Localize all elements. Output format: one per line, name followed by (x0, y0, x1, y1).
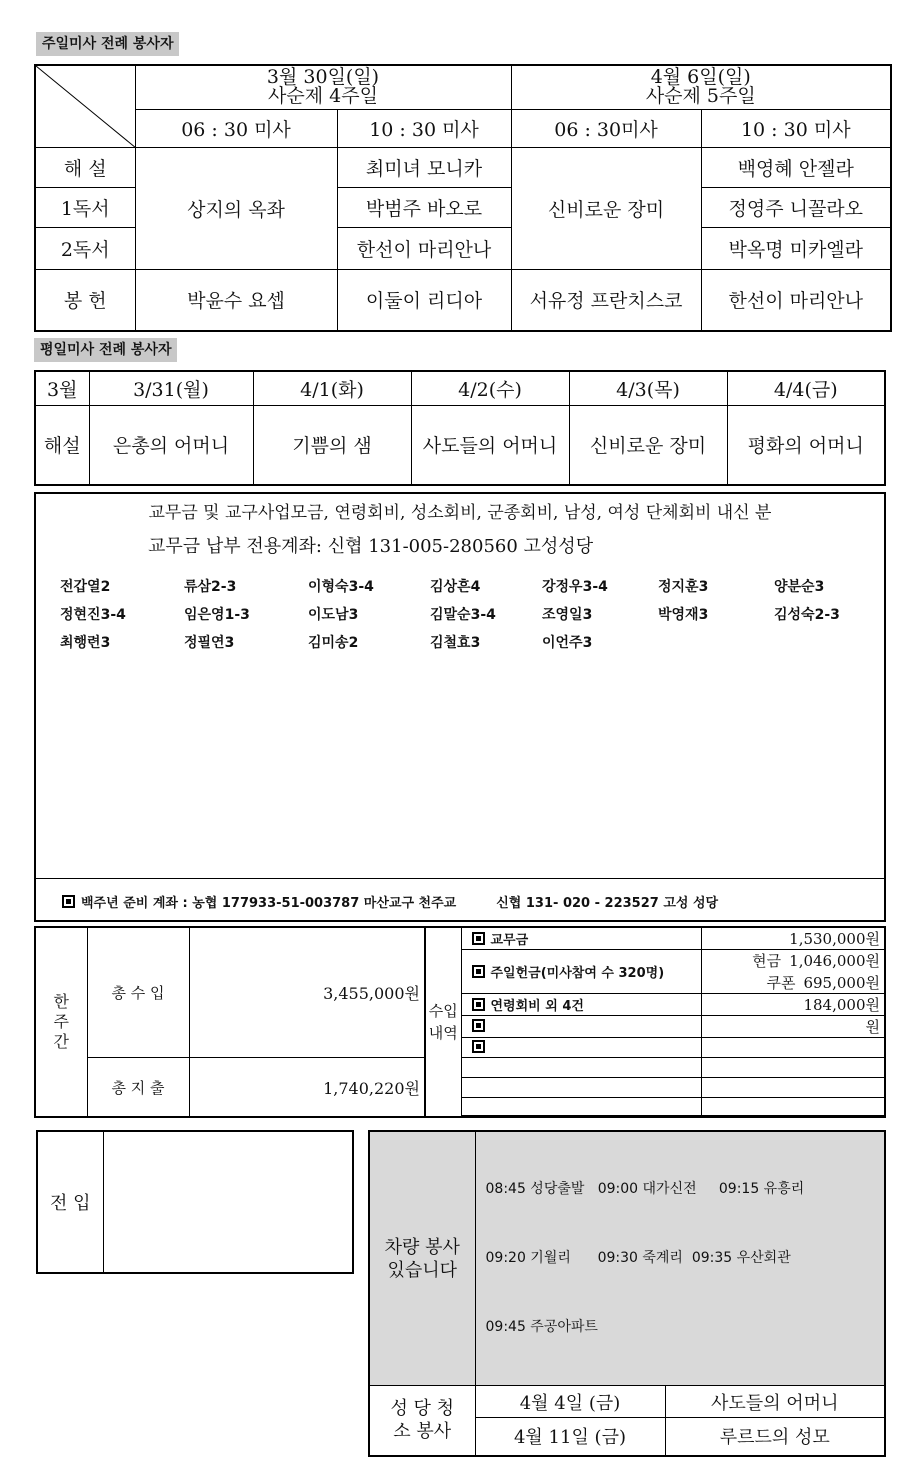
week1-name: 사순제 4주일 (268, 85, 378, 108)
w1-1030-reader2: 한선이 마리안나 (337, 227, 511, 269)
vehicle-line: 09:20 기월리 09:30 죽계리 09:35 우산회관 (485, 1250, 791, 1266)
offering: 박윤수 요셉 (135, 269, 337, 331)
checkbox-icon (472, 998, 485, 1011)
item-label: 주일헌금(미사참여 수 320명) (461, 950, 701, 994)
weekday-date: 4/2(수) (411, 371, 569, 405)
income-label: 총 수 입 (87, 927, 189, 1058)
donor-name: 양분순3 (774, 579, 825, 595)
weekday-role: 해설 (35, 405, 89, 485)
corner-cell (35, 65, 135, 147)
week2-header (511, 65, 891, 109)
weekday-month: 3월 (35, 371, 89, 405)
offering: 한선이 마리안나 (701, 269, 891, 331)
donor-name: 김철효3 (430, 635, 481, 651)
role-label: 2독서 (35, 227, 135, 269)
expense-total: 1,740,220원 (189, 1058, 425, 1118)
jubilee-divider (36, 878, 884, 879)
donor-name: 이도남3 (308, 607, 359, 623)
checkbox-icon (472, 932, 485, 945)
weekday-section-title: 평일미사 전례 봉사자 (34, 338, 177, 362)
empty-cell (461, 1098, 701, 1116)
sunday-section-title: 주일미사 전례 봉사자 (36, 32, 179, 56)
week1-header (135, 65, 511, 109)
weekday-group: 신비로운 장미 (569, 405, 727, 485)
income-total: 3,455,000원 (189, 927, 425, 1058)
empty-cell (701, 1058, 885, 1078)
w2-1030-commentator: 백영혜 안젤라 (701, 147, 891, 187)
w1-1030-commentator: 최미녀 모니카 (337, 147, 511, 187)
detail-label: 수입 내역 (425, 927, 461, 1117)
donor-name: 김말순3-4 (430, 607, 496, 623)
jubilee-account-line (62, 892, 718, 911)
role-label: 해 설 (35, 147, 135, 187)
vehicle-schedule (475, 1131, 885, 1386)
item-label (461, 1016, 701, 1038)
mass-time: 10 : 30 미사 (701, 109, 891, 147)
mass-time: 06 : 30 미사 (135, 109, 337, 147)
checkbox-icon (62, 895, 75, 908)
donation-account: 교무금 납부 전용계좌: 신협 131-005-280560 고성성당 (148, 536, 594, 557)
diagonal-line (36, 66, 136, 148)
coupon-label: 쿠폰 (766, 973, 796, 992)
expense-label: 총 지 출 (87, 1058, 189, 1118)
donor-name: 김미송2 (308, 635, 359, 651)
w2-1030-reader1: 정영주 니꼴라오 (701, 187, 891, 227)
weekday-table (34, 370, 886, 486)
vehicle-line: 08:45 성당출발 09:00 대가신전 09:15 유흥리 (485, 1181, 805, 1197)
cash-label: 현금 (752, 952, 782, 971)
service-table (368, 1130, 886, 1457)
item-amount: 원 (701, 1016, 885, 1038)
weekday-group: 사도들의 어머니 (411, 405, 569, 485)
item-label (461, 1038, 701, 1058)
vehicle-line: 09:45 주공아파트 (485, 1319, 598, 1335)
donor-name: 최행련3 (60, 635, 111, 651)
finance-table (34, 926, 886, 1118)
item-amount (701, 1038, 885, 1058)
cleaning-group: 사도들의 어머니 (665, 1386, 885, 1418)
donor-name: 정지훈3 (658, 579, 709, 595)
donation-box (34, 492, 886, 922)
item-label: 교무금 (461, 927, 701, 950)
checkbox-icon (472, 1040, 485, 1053)
mass-time: 06 : 30미사 (511, 109, 701, 147)
transfer-in-label: 전 입 (37, 1131, 103, 1273)
empty-cell (461, 1078, 701, 1098)
w2-0630-group: 신비로운 장미 (511, 147, 701, 269)
weekday-group: 기쁨의 샘 (253, 405, 411, 485)
jubilee-account2: 신협 131- 020 - 223527 고성 성당 (496, 896, 719, 911)
w2-1030-reader2: 박옥명 미카엘라 (701, 227, 891, 269)
weekday-group: 은총의 어머니 (89, 405, 253, 485)
weekday-date: 4/1(화) (253, 371, 411, 405)
cleaning-label: 성 당 청소 봉사 (369, 1386, 475, 1456)
coupon-amount: 쿠폰 695,000원 (701, 972, 885, 994)
cleaning-group: 루르드의 성모 (665, 1418, 885, 1456)
empty-cell (461, 1058, 701, 1078)
donor-name: 조영일3 (542, 607, 593, 623)
transfer-in-content (103, 1131, 353, 1273)
cash-amount: 현금 1,046,000원 (701, 950, 885, 972)
offering: 이둘이 리디아 (337, 269, 511, 331)
weekday-date: 4/3(목) (569, 371, 727, 405)
item-amount: 1,530,000원 (701, 927, 885, 950)
transfer-in-table (36, 1130, 354, 1274)
week1-date: 3월 30일(일) (266, 66, 380, 89)
sunday-table (34, 64, 892, 332)
weekday-date: 4/4(금) (727, 371, 885, 405)
donor-name: 류삼2-3 (184, 579, 237, 595)
weekday-date: 3/31(월) (89, 371, 253, 405)
item-amount: 184,000원 (701, 994, 885, 1016)
vehicle-label: 차량 봉사 있습니다 (369, 1131, 475, 1386)
donor-name: 박영재3 (658, 607, 709, 623)
checkbox-icon (472, 965, 485, 978)
donor-name: 이형숙3-4 (308, 579, 374, 595)
w1-1030-reader1: 박범주 바오로 (337, 187, 511, 227)
donor-name: 정현진3-4 (60, 607, 126, 623)
cleaning-date: 4월 11일 (금) (475, 1418, 665, 1456)
mass-time: 10 : 30 미사 (337, 109, 511, 147)
role-label: 1독서 (35, 187, 135, 227)
week2-date: 4월 6일(일) (650, 66, 751, 89)
donor-name: 정필연3 (184, 635, 235, 651)
donor-name: 전갑열2 (60, 579, 111, 595)
empty-cell (701, 1078, 885, 1098)
donor-name: 강정우3-4 (542, 579, 608, 595)
w1-0630-group: 상지의 옥좌 (135, 147, 337, 269)
weekday-group: 평화의 어머니 (727, 405, 885, 485)
item-label: 연령회비 외 4건 (461, 994, 701, 1016)
week2-name: 사순제 5주일 (645, 85, 756, 108)
donor-list (60, 576, 880, 666)
donor-name: 임은영1-3 (184, 607, 250, 623)
cleaning-date: 4월 4일 (금) (475, 1386, 665, 1418)
period-label: 한 주 간 (35, 927, 87, 1117)
empty-cell (701, 1098, 885, 1116)
role-label: 봉 헌 (35, 269, 135, 331)
donor-name: 이언주3 (542, 635, 593, 651)
checkbox-icon (472, 1019, 485, 1032)
donor-name: 김상흔4 (430, 579, 481, 595)
offering: 서유정 프란치스코 (511, 269, 701, 331)
donation-heading: 교무금 및 교구사업모금, 연령회비, 성소회비, 군종회비, 남성, 여성 단체회비 내신 분 (148, 503, 772, 523)
jubilee-account: 백주년 준비 계좌 : 농협 177933-51-003787 마산교구 천주교 (81, 896, 457, 911)
donor-name: 김성숙2-3 (774, 607, 840, 623)
